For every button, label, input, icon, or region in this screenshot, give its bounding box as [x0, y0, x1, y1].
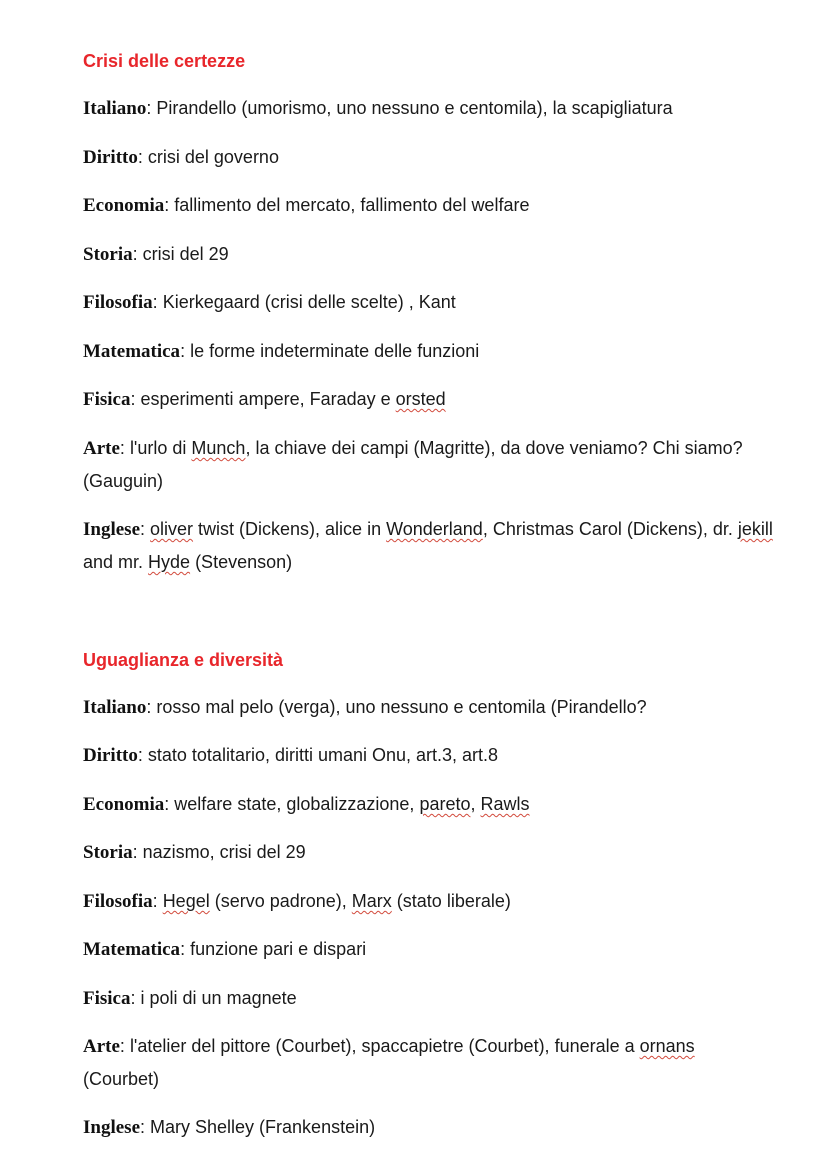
spellcheck-flagged-word: Rawls [480, 794, 530, 814]
subject-label: Filosofia [83, 292, 153, 313]
entry-text: and mr. [83, 552, 149, 572]
separator: : [119, 1036, 130, 1056]
section-title: Crisi delle certezze [83, 51, 246, 71]
separator: : [119, 438, 130, 458]
spellcheck-flagged-word: Marx [351, 891, 392, 911]
entry-text: , Christmas Carol (Dickens), dr. [482, 519, 738, 539]
spellcheck-flagged-word: oliver [150, 519, 194, 539]
subject-label: Arte [83, 1036, 120, 1057]
separator: : [130, 988, 141, 1008]
entry-text: esperimenti ampere, Faraday e [140, 389, 396, 409]
separator: : [132, 244, 143, 264]
subject-label: Arte [83, 438, 120, 459]
entry-text: le forme indeterminate delle funzioni [190, 341, 480, 361]
separator: : [137, 745, 148, 765]
separator: : [146, 697, 157, 717]
entry-filosofia [83, 885, 773, 918]
separator: : [164, 195, 175, 215]
separator: : [180, 341, 191, 361]
spellcheck-flagged-word: jekill [737, 519, 773, 539]
entry-text: i poli di un magnete [140, 988, 297, 1008]
entry-fisica [83, 982, 773, 1015]
entry-inglese [83, 1111, 773, 1144]
separator: : [132, 842, 143, 862]
subject-label: Fisica [83, 389, 131, 410]
entry-text: crisi del governo [147, 147, 279, 167]
subject-label: Matematica [83, 341, 181, 362]
subject-label: Fisica [83, 988, 131, 1009]
subject-label: Inglese [83, 519, 140, 540]
spellcheck-flagged-word: Wonderland [386, 519, 483, 539]
entry-text: funzione pari e dispari [190, 939, 367, 959]
subject-label: Economia [83, 195, 165, 216]
entry-fisica [83, 383, 773, 416]
entry-text: (Stevenson) [190, 552, 293, 572]
entry-matematica [83, 933, 773, 966]
entry-storia [83, 238, 773, 271]
entry-text: l'atelier del pittore (Courbet), spaccapietre (Courbet), funerale a [129, 1036, 640, 1056]
subject-label: Filosofia [83, 891, 153, 912]
separator: : [164, 794, 175, 814]
entry-text: rosso mal pelo (verga), uno nessuno e centomila (Pirandello? [156, 697, 647, 717]
entry-italiano [83, 691, 773, 724]
entry-text: (servo padrone), [209, 891, 352, 911]
entry-arte [83, 432, 773, 498]
entry-text: twist (Dickens), alice in [193, 519, 387, 539]
entry-text: (Courbet) [83, 1069, 160, 1089]
spellcheck-flagged-word: Hegel [162, 891, 210, 911]
entry-filosofia [83, 286, 773, 319]
entry-text: Mary Shelley (Frankenstein) [150, 1117, 376, 1137]
entry-text: (stato liberale) [391, 891, 511, 911]
entry-text: welfare state, globalizzazione, [174, 794, 420, 814]
subject-label: Italiano [83, 697, 147, 718]
subject-label: Diritto [83, 147, 138, 168]
spellcheck-flagged-word: Hyde [148, 552, 191, 572]
entry-economia [83, 189, 773, 222]
spellcheck-flagged-word: orsted [395, 389, 446, 409]
section-title: Uguaglianza e diversità [83, 650, 284, 670]
entry-text: Kierkegaard (crisi delle scelte) , Kant [162, 292, 456, 312]
separator: : [140, 519, 151, 539]
entry-inglese [83, 513, 773, 579]
entry-arte [83, 1030, 773, 1096]
entry-text: fallimento del mercato, fallimento del welfare [174, 195, 530, 215]
entry-text: nazismo, crisi del 29 [142, 842, 306, 862]
entry-diritto [83, 739, 773, 772]
spellcheck-flagged-word: Munch [191, 438, 246, 458]
spellcheck-flagged-word: pareto [419, 794, 471, 814]
subject-label: Storia [83, 244, 133, 265]
subject-label: Storia [83, 842, 133, 863]
entry-italiano [83, 92, 773, 125]
subject-label: Economia [83, 794, 165, 815]
separator: : [180, 939, 191, 959]
separator: : [137, 147, 148, 167]
entry-storia [83, 836, 773, 869]
entry-diritto [83, 141, 773, 174]
entry-text: l'urlo di [129, 438, 192, 458]
separator: : [152, 891, 163, 911]
entry-text: , la chiave dei campi (Magritte), da dove veniamo? Chi siamo? (Gauguin) [83, 438, 743, 491]
entry-matematica [83, 335, 773, 368]
entry-economia [83, 788, 773, 821]
entry-text: crisi del 29 [142, 244, 229, 264]
separator: : [140, 1117, 151, 1137]
subject-label: Diritto [83, 745, 138, 766]
entry-text: stato totalitario, diritti umani Onu, art.3, art.8 [147, 745, 499, 765]
spellcheck-flagged-word: ornans [639, 1036, 695, 1056]
subject-label: Italiano [83, 98, 147, 119]
subject-label: Matematica [83, 939, 181, 960]
separator: : [152, 292, 163, 312]
entry-text: Pirandello (umorismo, uno nessuno e centomila), la scapigliatura [156, 98, 673, 118]
entry-text: , [470, 794, 481, 814]
separator: : [146, 98, 157, 118]
separator: : [130, 389, 141, 409]
subject-label: Inglese [83, 1117, 140, 1138]
